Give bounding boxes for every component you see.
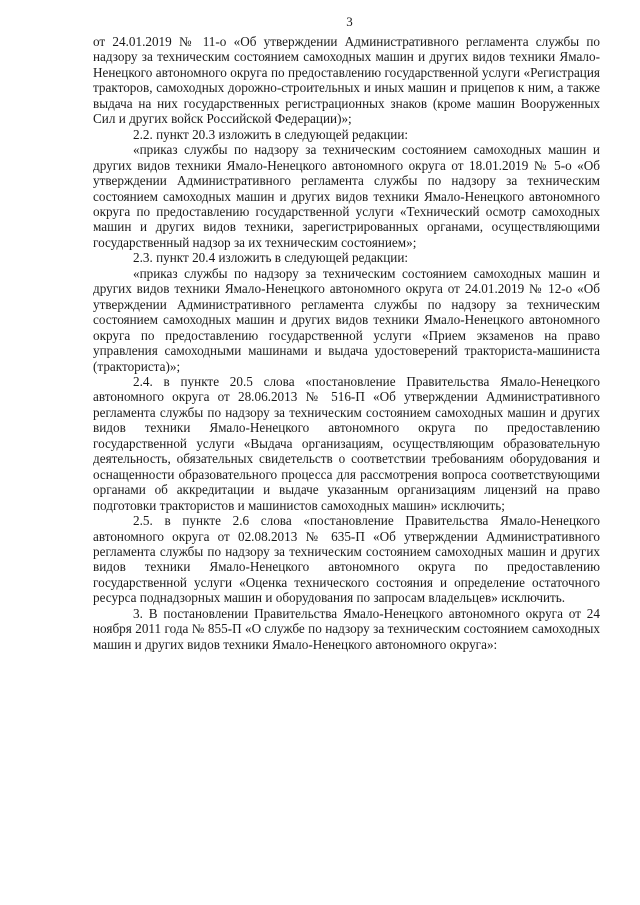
paragraph-6: 2.4. в пункте 20.5 слова «постановление Правительства Ямало-Ненецкого автономного округа от 28.06.2013 № 516-П «Об утверждении Административного регламента службы по надзору за техническим состоянием самоходных машин и других видов техники Ямало-Ненецкого автономного округа по предоставлению государственной услуги «Выдача организациям, осуществляющим образовательную деятельность, обязательных свидетельств о соответствии требованиям оборудования и оснащенности образовательного процесса для рассмотрения вопроса соответствующими органами об аккредитации и выдаче указанным организациям лицензий на право подготовки трактористов и машинистов самоходных машин» исключить;: [93, 373, 600, 513]
paragraph-7: 2.5. в пункте 2.6 слова «постановление Правительства Ямало-Ненецкого автономного округа от 02.08.2013 № 635-П «Об утверждении Административного регламента службы по надзору за техническим состоянием самоходных машин и других видов техники Ямало-Ненецкого автономного округа по предоставлению государственной услуги «Оценка технического состояния и определение остаточного ресурса поднадзорных машин и оборудования по запросам владельцев» исключить.: [93, 513, 600, 606]
paragraph-8: 3. В постановлении Правительства Ямало-Ненецкого автономного округа от 24 ноября 2011 года № 855-П «О службе по надзору за техническим состоянием самоходных машин и других видов техники Ямало-Ненецкого автономного округа»:: [93, 605, 600, 652]
paragraph-2: 2.2. пункт 20.3 изложить в следующей редакции:: [133, 126, 409, 142]
paragraph-1: от 24.01.2019 № 11-о «Об утверждении Административного регламента службы по надзору за техническим состоянием самоходных машин и других видов техники Ямало-Ненецкого автономного округа по предоставлению государственной услуги «Регистрация тракторов, самоходных дорожно-строительных и иных машин и прицепов к ним, а также выдача на них государственных регистрационных знаков (кроме машин Вооруженных Сил и других войск Российской Федерации)»;: [93, 34, 600, 127]
paragraph-3: «приказ службы по надзору за техническим состоянием самоходных машин и других видов техники Ямало-Ненецкого автономного округа от 18.01.2019 № 5-о «Об утверждении Административного регламента службы по надзору за техническим состоянием самоходных машин и других видов техники Ямало-Ненецкого автономного округа по предоставлению государственной услуги «Технический осмотр самоходных машин и других видов техники, зарегистрированных органами, осуществляющими государственный надзор за их техническим состоянием»;: [93, 142, 600, 250]
paragraph-4: 2.3. пункт 20.4 изложить в следующей редакции:: [133, 250, 409, 266]
paragraph-5: «приказ службы по надзору за техническим состоянием самоходных машин и других видов техники Ямало-Ненецкого автономного округа от 24.01.2019 № 12-о «Об утверждении Административного регламента службы по надзору за техническим состоянием самоходных машин и других видов техники Ямало-Ненецкого автономного округа по предоставлению государственной услуги «Прием экзаменов на право управления самоходными машинами и выдача удостоверений тракториста-машиниста (тракториста)»;: [93, 265, 600, 374]
page-number: 3: [346, 14, 353, 29]
